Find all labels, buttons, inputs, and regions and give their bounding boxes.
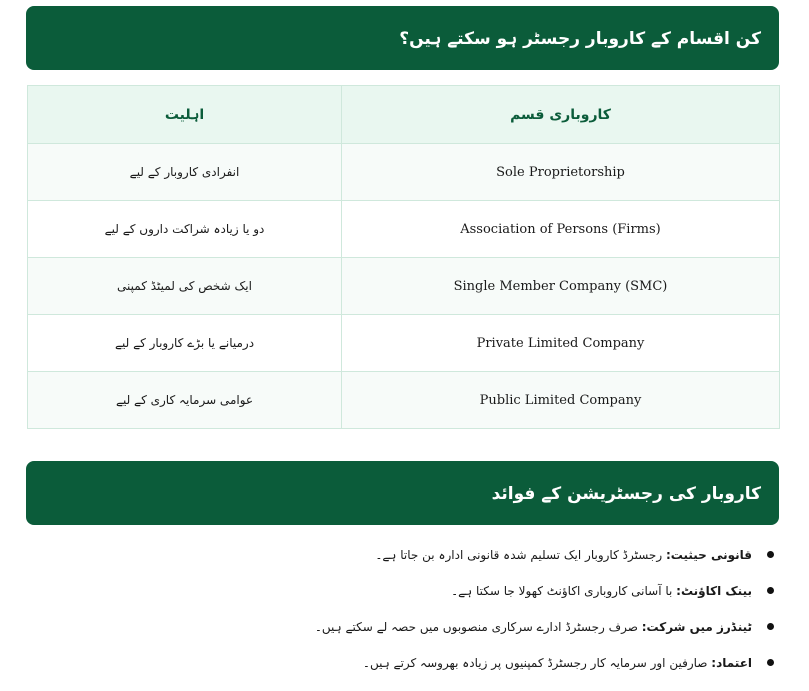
table-row [28,258,780,315]
section-title: کن اقسام کے کاروبار رجسٹر ہو سکتے ہیں؟ [399,28,761,49]
business-type-cell: Public Limited Company [342,372,780,429]
eligibility-cell: عوامی سرمایہ کاری کے لیے [28,372,342,429]
bullet-icon [767,587,774,594]
section-title: کاروبار کی رجسٹریشن کے فوائد [491,483,761,504]
benefit-label: اعتماد: [711,656,752,670]
eligibility-cell: ایک شخص کی لمیٹڈ کمپنی [28,258,342,315]
list-item [54,578,774,604]
header-eligibility: اہلیت [28,86,342,144]
list-item [54,614,774,640]
table-row [28,372,780,429]
list-item [54,542,774,568]
bullet-icon [767,623,774,630]
business-type-cell: Single Member Company (SMC) [342,258,780,315]
business-type-cell: Association of Persons (Firms) [342,201,780,258]
eligibility-cell: انفرادی کاروبار کے لیے [28,144,342,201]
business-type-cell: Sole Proprietorship [342,144,780,201]
table-row [28,144,780,201]
header-business-type: کاروباری قسم [342,86,780,144]
benefit-text: صرف رجسٹرڈ ادارے سرکاری منصوبوں میں حصہ لے سکتے ہیں۔ [314,620,642,634]
table-row [28,315,780,372]
benefit-text: با آسانی کاروباری اکاؤنٹ کھولا جا سکتا ہے۔ [451,584,677,598]
table-header-row [28,86,780,144]
business-type-cell: Private Limited Company [342,315,780,372]
bullet-icon [767,659,774,666]
benefit-text: صارفین اور سرمایہ کار رجسٹرڈ کمپنیوں پر زیادہ بھروسہ کرتے ہیں۔ [362,656,712,670]
eligibility-cell: دو یا زیادہ شراکت داروں کے لیے [28,201,342,258]
list-item [54,650,774,676]
benefit-label: بینک اکاؤنٹ: [676,584,752,598]
table-row [28,201,780,258]
benefits-list [54,542,774,686]
business-types-table [27,85,780,429]
section-banner-registration-benefits [26,461,779,525]
benefit-label: ٹینڈرز میں شرکت: [641,620,752,634]
benefit-label: قانونی حیثیت: [665,548,752,562]
section-banner-business-types [26,6,779,70]
bullet-icon [767,551,774,558]
eligibility-cell: درمیانے یا بڑے کاروبار کے لیے [28,315,342,372]
benefit-text: رجسٹرڈ کاروبار ایک تسلیم شدہ قانونی ادارہ بن جاتا ہے۔ [375,548,666,562]
